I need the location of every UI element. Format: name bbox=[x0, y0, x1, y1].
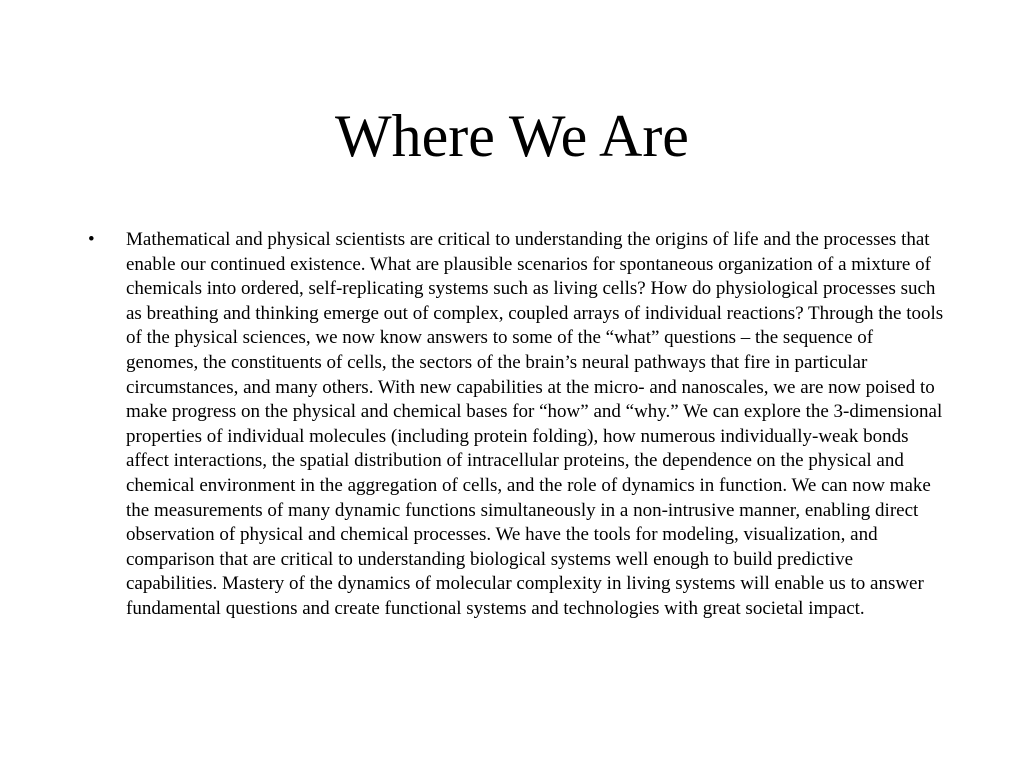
slide-title: Where We Are bbox=[335, 103, 689, 169]
bullet-text: Mathematical and physical scientists are critical to understanding the origins of life and the processes that enable our continued existence. What are plausible scenarios for spontaneous organization of a mixture of chemicals into ordered, self-replicating systems such as living cells? How do physiological processes such as breathing and thinking emerge out of complex, coupled arrays of individual reactions? Through the tools of the physical sciences, we now know answers to some of the “what” questions – the sequence of genomes, the constituents of cells, the sectors of the brain’s neural pathways that fire in particular circumstances, and many others. With new capabilities at the micro- and nanoscales, we are now poised to make progress on the physical and chemical bases for “how” and “why.” We can explore the 3-dimensional properties of individual molecules (including protein folding), how numerous individually-weak bonds affect interactions, the spatial distribution of intracellular proteins, the dependence on the physical and chemical environment in the aggregation of cells, and the role of dynamics in function. We can now make the measurements of many dynamic functions simultaneously in a non-intrusive manner, enabling direct observation of physical and chemical processes. We have the tools for modeling, visualization, and comparison that are critical to understanding biological systems well enough to build predictive capabilities. Mastery of the dynamics of molecular complexity in living systems will enable us to answer fundamental questions and create functional systems and technologies with great societal impact. bbox=[126, 229, 944, 619]
bullet-marker: • bbox=[88, 229, 95, 250]
bullet-list bbox=[88, 228, 948, 622]
bullet-item bbox=[88, 228, 948, 622]
